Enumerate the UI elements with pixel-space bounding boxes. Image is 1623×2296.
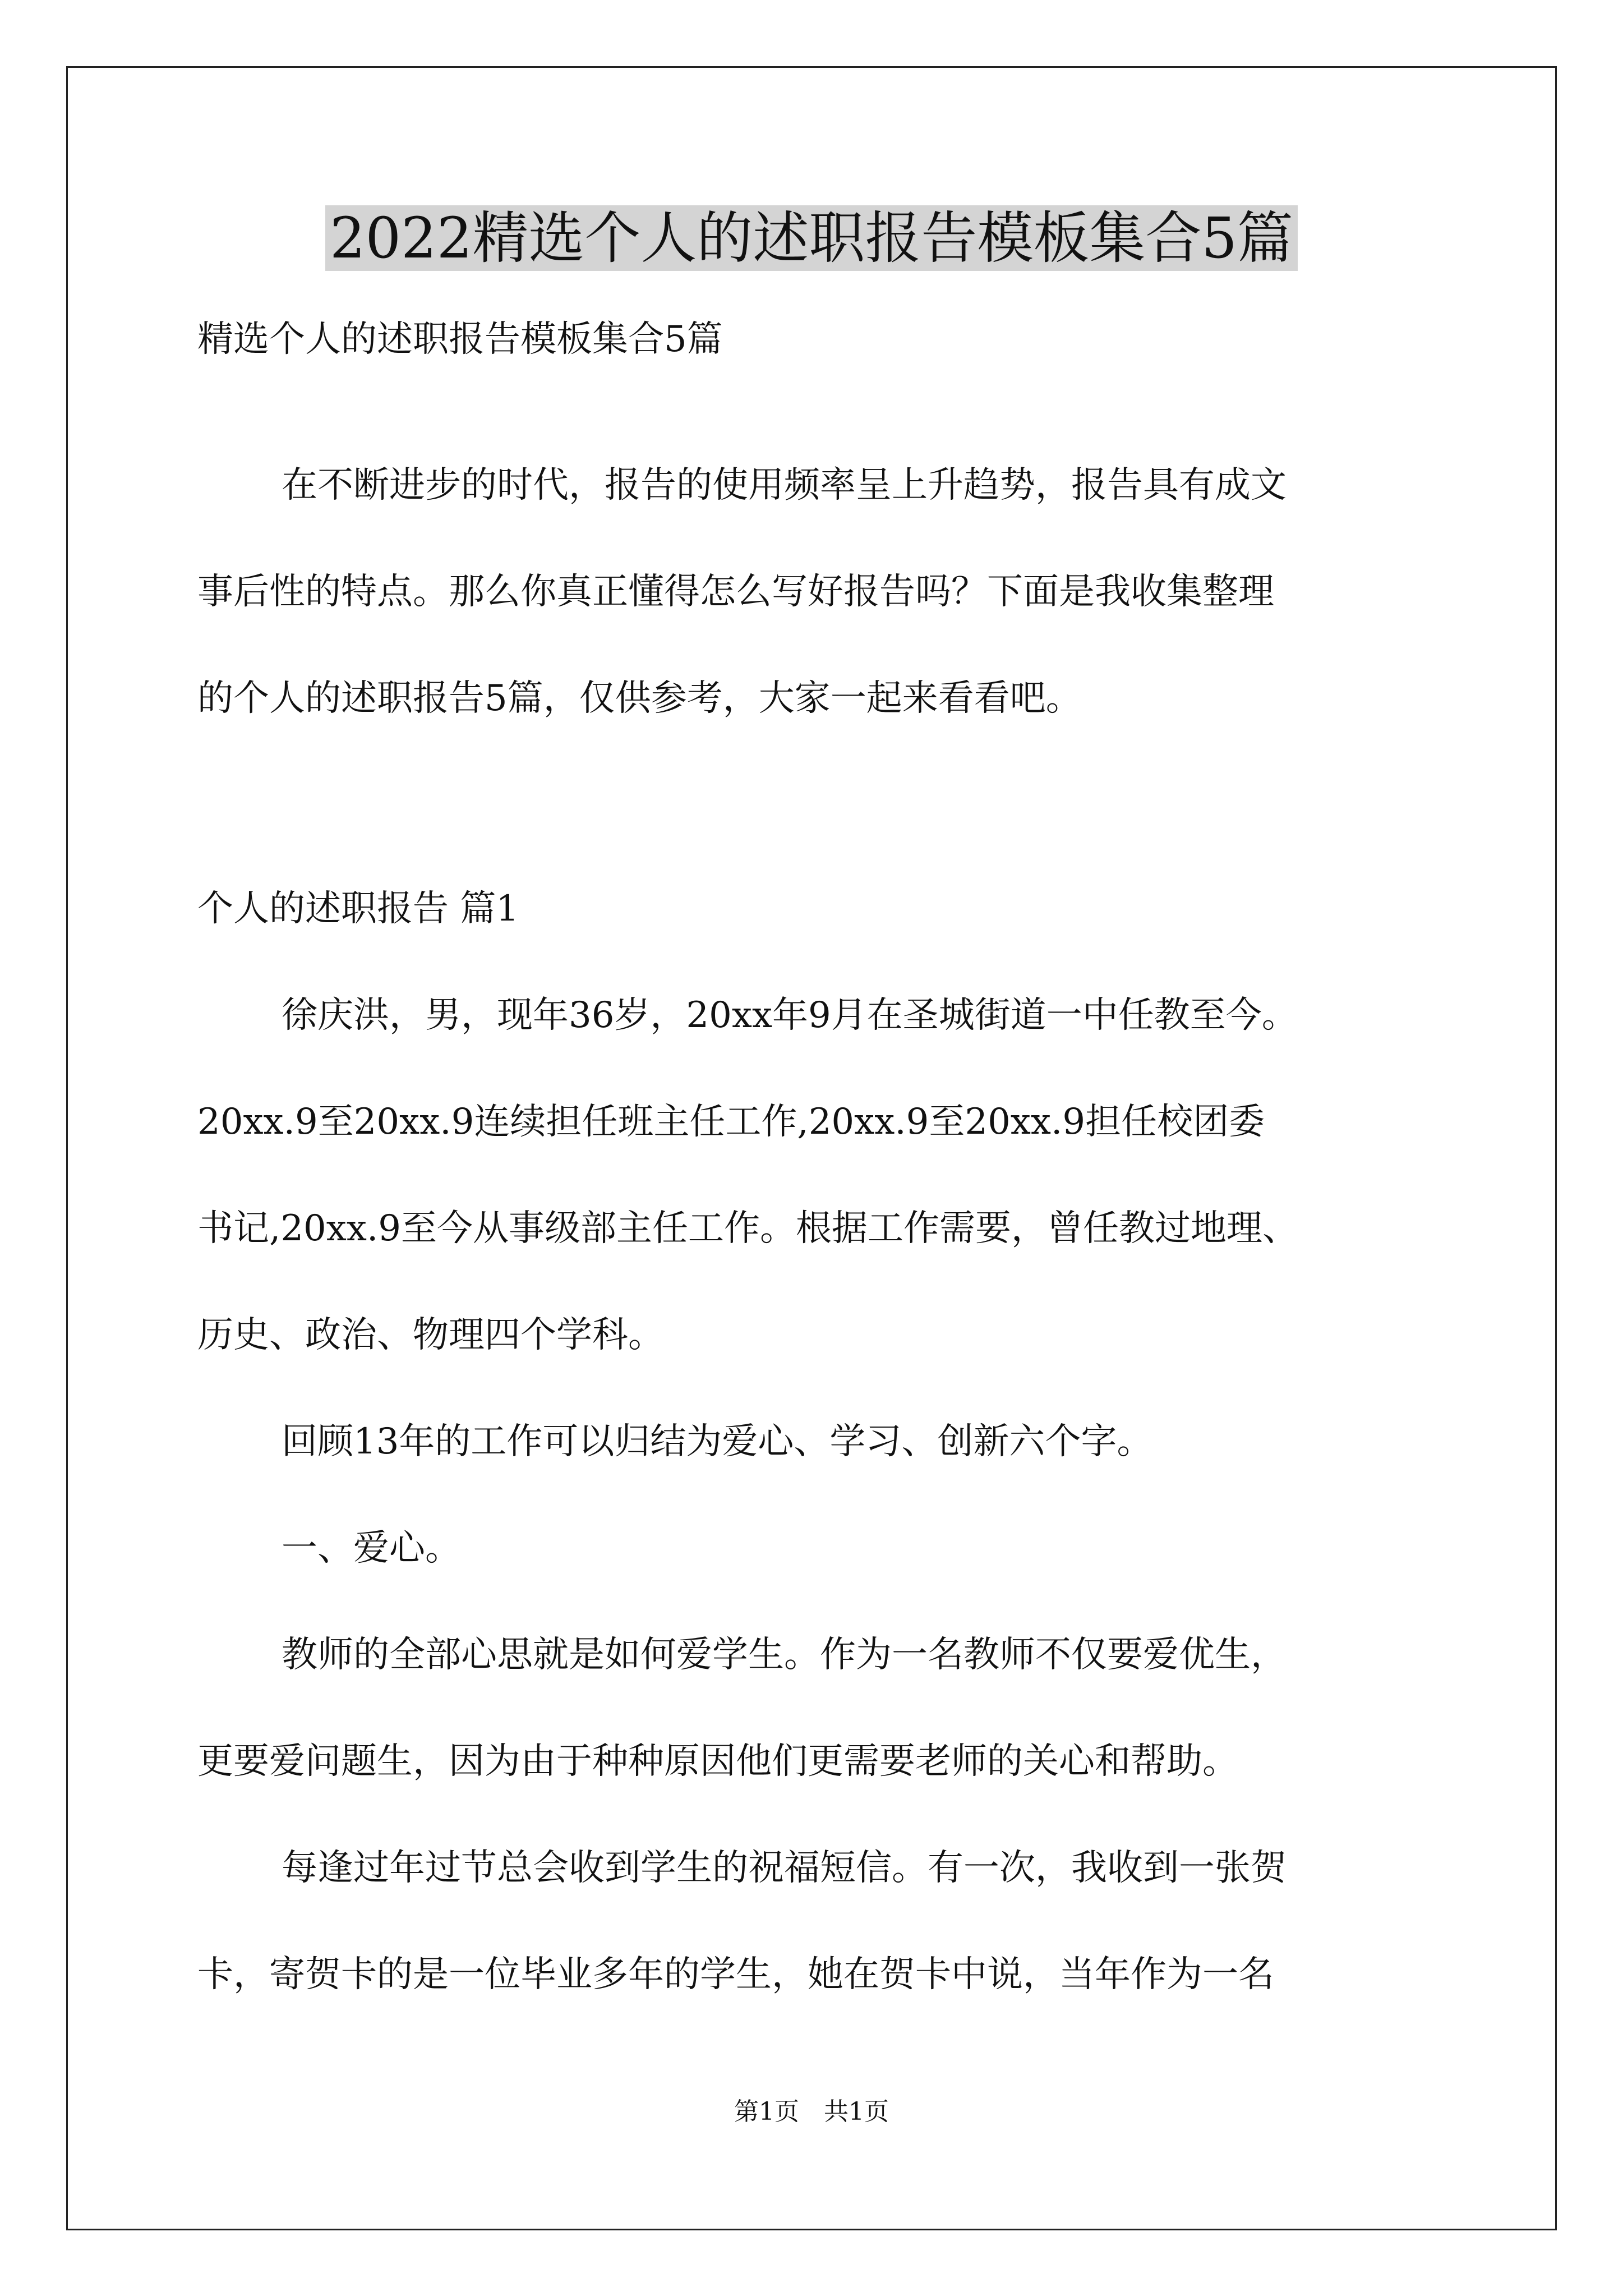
intro-line-3: 的个人的述职报告5篇，仅供参考，大家一起来看看吧。 [197,678,1082,719]
section-heading: 个人的述职报告 篇1 [197,888,519,930]
para1-line-3: 书记,20xx.9至今从事级部主任工作。根据工作需要，曾任教过地理、 [197,1208,1299,1249]
para4-line-1: 每逢过年过节总会收到学生的祝福短信。有一次，我收到一张贺 [282,1847,1287,1889]
para1-line-1: 徐庆洪，男，现年36岁，20xx年9月在圣城街道一中任教至今。 [282,995,1298,1036]
document-title [0,199,1623,278]
para3-line-1: 教师的全部心思就是如何爱学生。作为一名教师不仅要爱优生， [282,1634,1287,1676]
para2: 回顾13年的工作可以归结为爱心、学习、创新六个字。 [282,1421,1153,1462]
para1-line-4: 历史、政治、物理四个学科。 [197,1314,664,1356]
page-number: 第1页 共1页 [734,2097,889,2126]
para4-line-2: 卡，寄贺卡的是一位毕业多年的学生，她在贺卡中说，当年作为一名 [197,1954,1274,1995]
point1: 一、爱心。 [282,1527,461,1569]
intro-line-2: 事后性的特点。那么你真正懂得怎么写好报告吗？下面是我收集整理 [197,571,1274,613]
para1-line-2: 20xx.9至20xx.9连续担任班主任工作,20xx.9至20xx.9担任校团委 [197,1101,1265,1143]
para3-line-2: 更要爱问题生，因为由于种种原因他们更需要老师的关心和帮助。 [197,1741,1238,1782]
document-title-text: 2022精选个人的述职报告模板集合5篇 [325,205,1298,271]
subtitle: 精选个人的述职报告模板集合5篇 [197,319,723,360]
intro-line-1: 在不断进步的时代，报告的使用频率呈上升趋势，报告具有成文 [282,464,1287,506]
page-frame [66,66,1557,2230]
